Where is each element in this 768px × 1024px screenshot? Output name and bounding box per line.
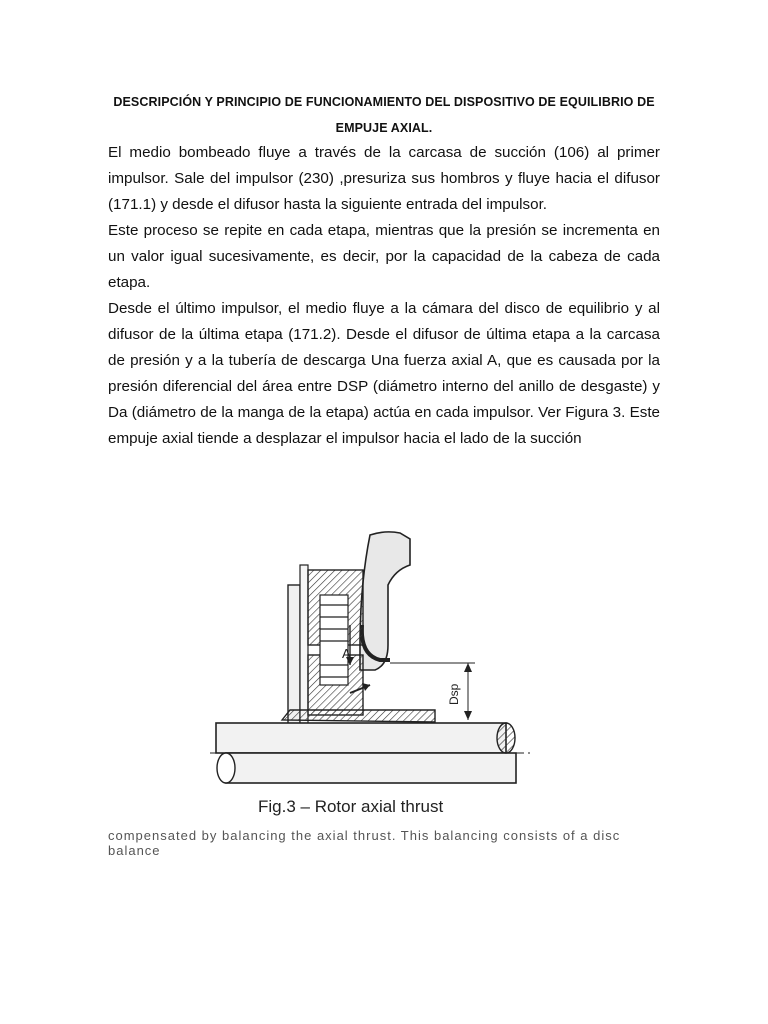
hub-base bbox=[282, 710, 435, 722]
label-a: A bbox=[342, 646, 351, 661]
body-text bbox=[108, 140, 660, 452]
dsp-arrowhead-bottom bbox=[464, 711, 472, 720]
document-title-line-1: DESCRIPCIÓN Y PRINCIPIO DE FUNCIONAMIENTO DEL DISPOSITIVO DE EQUILIBRIO DE bbox=[113, 95, 655, 109]
rotor-axial-thrust-figure bbox=[210, 525, 530, 815]
shaft-upper bbox=[216, 723, 506, 753]
label-dsp: Dsp bbox=[447, 683, 461, 705]
figure-caption: Fig.3 – Rotor axial thrust bbox=[258, 797, 444, 816]
document-title-line-2: EMPUJE AXIAL. bbox=[335, 121, 433, 135]
left-plate-inner bbox=[300, 565, 308, 725]
paragraph-2: Este proceso se repite en cada etapa, mientras que la presión se incrementa en un valor igual sucesivamente, es decir, por la capacidad de la cabeza de cada etapa. bbox=[108, 222, 660, 291]
shaft-end-right bbox=[497, 723, 515, 753]
paragraph-3: Desde el último impulsor, el medio fluye a la cámara del disco de equilibrio y al difusor de la última etapa (171.2). Desde el difusor de última etapa a la carcasa de presión y a la tubería de descarga Una fuerza axial A, que es causada por la presión diferencial del área entre DSP (diámetro interno del anillo de desgaste) y Da (diámetro de la manga de la etapa) actúa en cada impulsor. Ver Figura 3. Este empuje axial tiende a desplazar el impulsor hacia el lado de la succión bbox=[108, 300, 660, 447]
paragraph-1: El medio bombeado fluye a través de la carcasa de succión (106) al primer impulsor. Sale del impulsor (230) ,presuriza sus hombros y fluye hacia el difusor (171.1) y desde el difusor hasta la siguiente entrada del impulsor. bbox=[108, 144, 660, 213]
dsp-arrowhead-top bbox=[464, 663, 472, 672]
shaft-end-left bbox=[217, 753, 235, 783]
shaft-lower bbox=[226, 753, 516, 783]
left-plate-outer bbox=[288, 585, 300, 725]
cutoff-text-line bbox=[108, 828, 658, 858]
cutoff-text: compensated by balancing the axial thrust. This balancing consists of a disc balance bbox=[108, 828, 621, 858]
impeller-channel bbox=[320, 595, 348, 685]
